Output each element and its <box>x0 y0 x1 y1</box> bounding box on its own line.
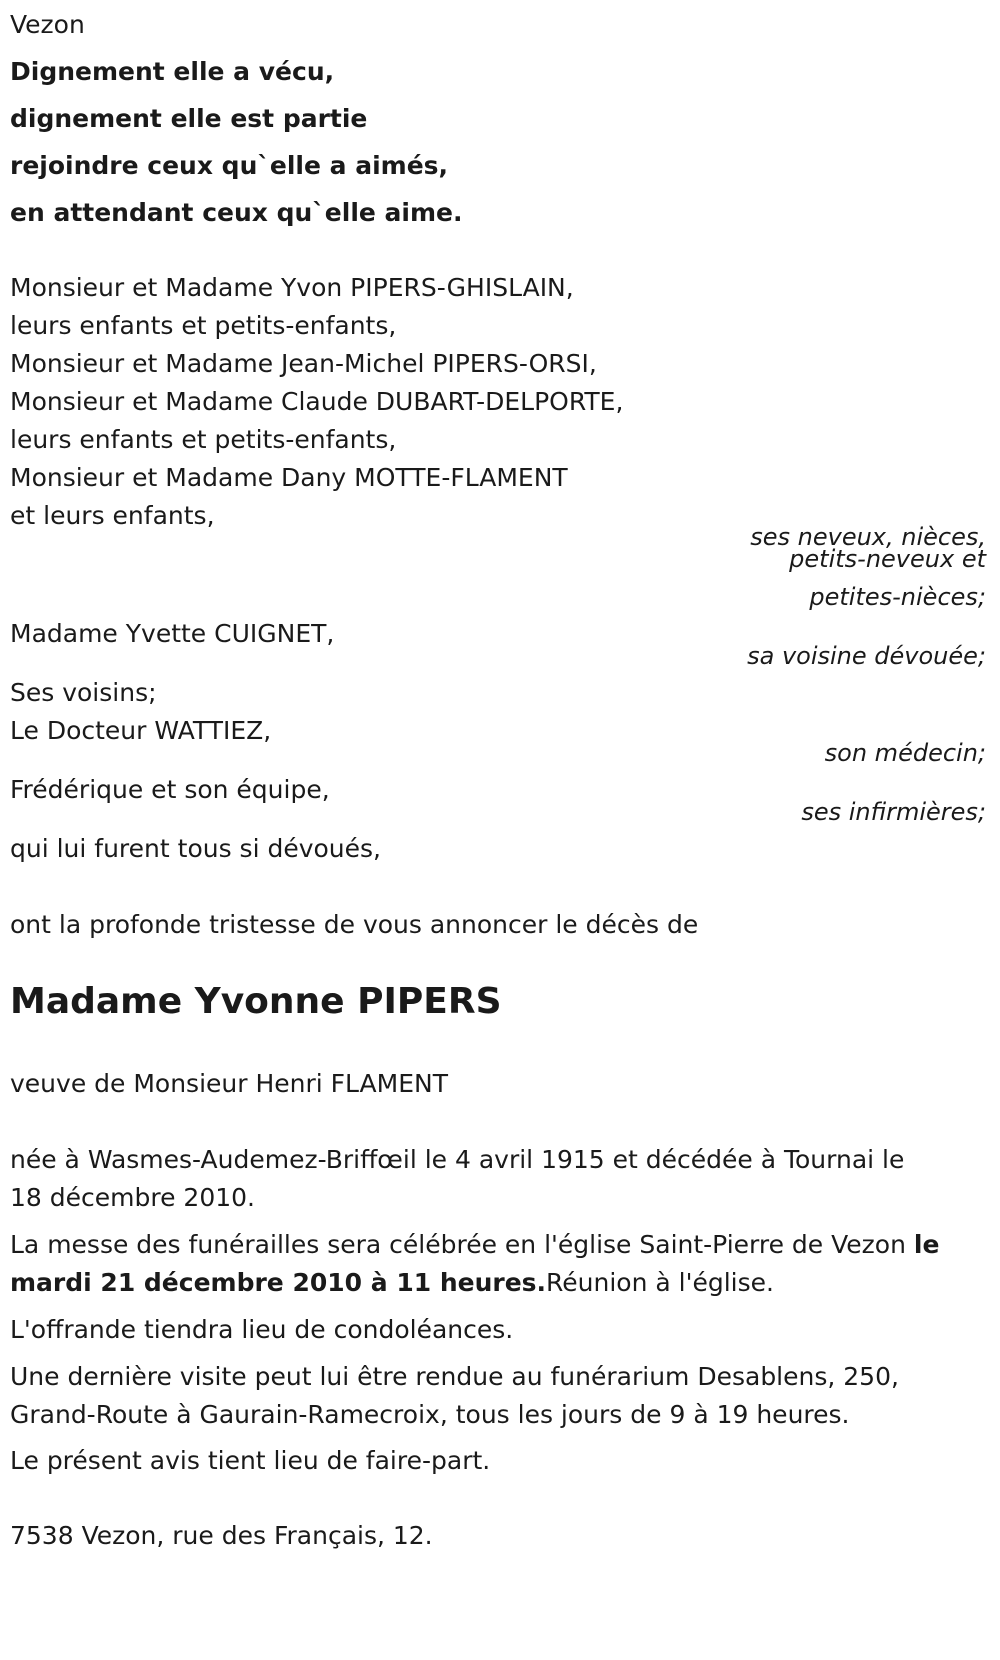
family-line-3: Monsieur et Madame Jean-Michel PIPERS-ORSI, <box>10 349 597 378</box>
closing-group-line: qui lui furent tous si dévoués, <box>10 834 382 863</box>
funeral-date-time: mardi 21 décembre 2010 à 11 heures. <box>10 1268 547 1297</box>
poem-line-4: en attendant ceux qu`elle aime. <box>10 198 463 227</box>
family-role-1: ses neveux, nièces, <box>750 523 986 551</box>
funeral-line-1-bold: le <box>913 1230 940 1259</box>
announcement-line: ont la profonde tristesse de vous annoncer le décès de <box>10 910 699 939</box>
nurses-name: Frédérique et son équipe, <box>10 775 330 804</box>
notice-line: Le présent avis tient lieu de faire-part. <box>10 1446 491 1475</box>
neighbor-name: Madame Yvette CUIGNET, <box>10 619 335 648</box>
birth-death-line-1: née à Wasmes-Audemez-Briffœil le 4 avril 1915 et décédée à Tournai le <box>10 1145 905 1174</box>
poem-line-2: dignement elle est partie <box>10 104 368 133</box>
family-line-6: Monsieur et Madame Dany MOTTE-FLAMENT <box>10 463 568 492</box>
widow-of-line: veuve de Monsieur Henri FLAMENT <box>10 1069 448 1098</box>
poem-line-3: rejoindre ceux qu`elle a aimés, <box>10 151 449 180</box>
family-role-3: petites-nièces; <box>809 583 986 611</box>
funeral-line-2 <box>10 1270 774 1295</box>
family-line-1: Monsieur et Madame Yvon PIPERS-GHISLAIN, <box>10 273 574 302</box>
poem-line-1: Dignement elle a vécu, <box>10 57 335 86</box>
visit-line-2: Grand-Route à Gaurain-Ramecroix, tous les jours de 9 à 19 heures. <box>10 1400 850 1429</box>
neighbor-role: sa voisine dévouée; <box>747 642 986 670</box>
doctor-name: Le Docteur WATTIEZ, <box>10 716 272 745</box>
neighbors-line: Ses voisins; <box>10 678 157 707</box>
family-line-4: Monsieur et Madame Claude DUBART-DELPORTE, <box>10 387 624 416</box>
nurses-role: ses infirmières; <box>801 798 986 826</box>
funeral-meeting: Réunion à l'église. <box>546 1268 774 1297</box>
family-line-5: leurs enfants et petits-enfants, <box>10 425 397 454</box>
address-line: 7538 Vezon, rue des Français, 12. <box>10 1521 433 1550</box>
funeral-line-1 <box>10 1232 939 1257</box>
funeral-line-1-text: La messe des funérailles sera célébrée en l'église Saint-Pierre de Vezon <box>10 1230 914 1259</box>
family-line-2: leurs enfants et petits-enfants, <box>10 311 397 340</box>
town-header: Vezon <box>10 10 85 39</box>
offering-line: L'offrande tiendra lieu de condoléances. <box>10 1315 514 1344</box>
visit-line-1: Une dernière visite peut lui être rendue au funérarium Desablens, 250, <box>10 1362 899 1391</box>
birth-death-line-2: 18 décembre 2010. <box>10 1183 255 1212</box>
family-role-2: petits-neveux et <box>789 545 986 573</box>
deceased-name: Madame Yvonne PIPERS <box>10 981 502 1022</box>
family-line-7: et leurs enfants, <box>10 501 215 530</box>
doctor-role: son médecin; <box>824 739 986 767</box>
